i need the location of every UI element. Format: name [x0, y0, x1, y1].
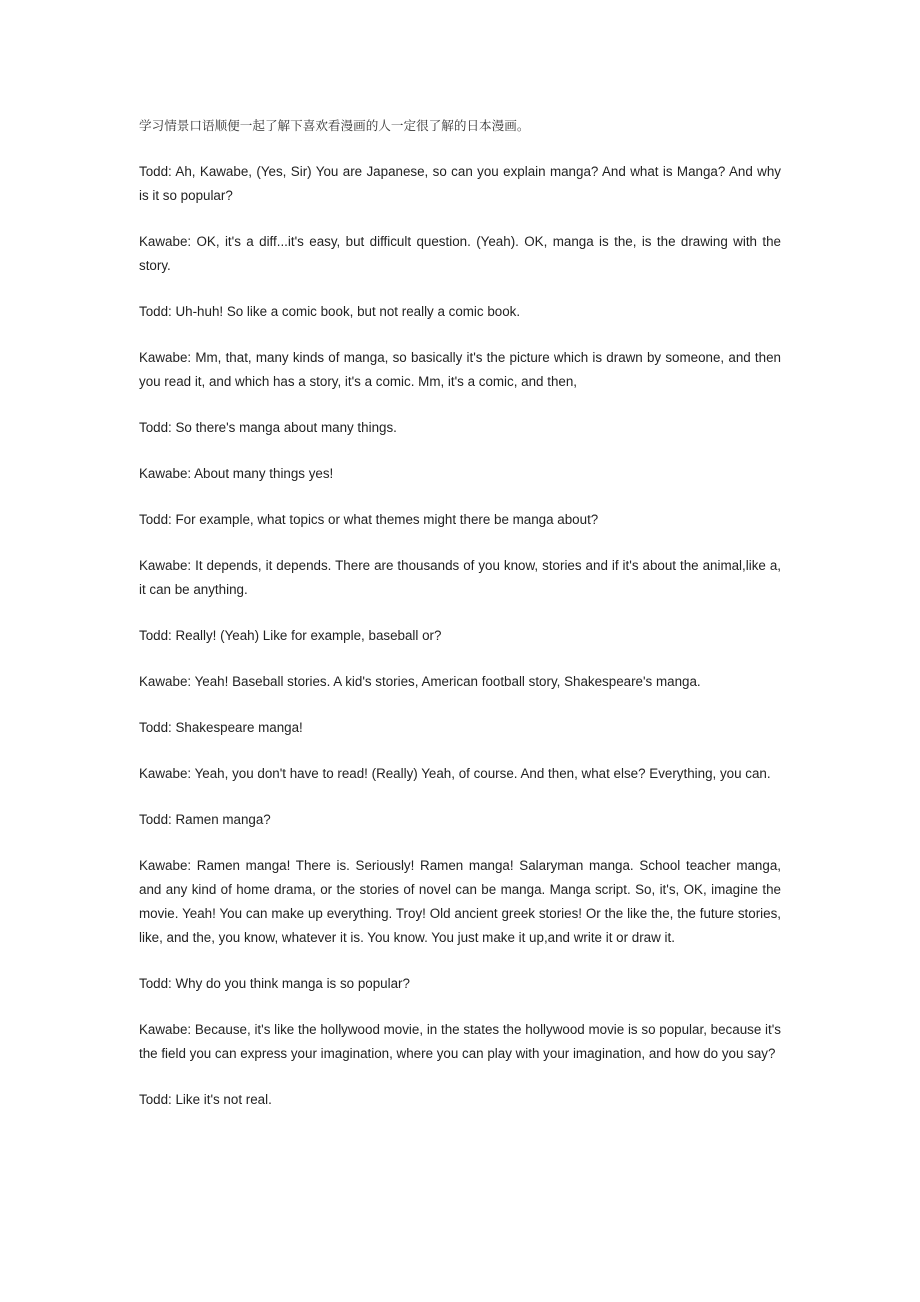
dialogue-line: Todd: Uh-huh! So like a comic book, but not really a comic book.	[139, 304, 521, 319]
dialogue-line: Kawabe: Mm, that, many kinds of manga, so basically it's the picture which is drawn by someone, and then you read it, and which has a story, it's a comic. Mm, it's a comic, and then,	[139, 350, 781, 389]
dialogue-line: Kawabe: It depends, it depends. There are thousands of you know, stories and if it's about the animal,like a, it can be anything.	[139, 558, 781, 597]
dialogue-line: Todd: For example, what topics or what themes might there be manga about?	[139, 512, 599, 527]
dialogue-line: Kawabe: OK, it's a diff...it's easy, but difficult question. (Yeah). OK, manga is the, is the drawing with the story.	[139, 234, 781, 273]
intro-paragraph: 学习情景口语顺便一起了解下喜欢看漫画的人一定很了解的日本漫画。	[139, 118, 530, 133]
dialogue-line: Kawabe: Yeah, you don't have to read! (Really) Yeah, of course. And then, what else? Everything, you can.	[139, 766, 771, 781]
dialogue-line: Todd: Why do you think manga is so popular?	[139, 976, 410, 991]
dialogue-line: Todd: Ramen manga?	[139, 812, 271, 827]
dialogue-line: Todd: Ah, Kawabe, (Yes, Sir) You are Japanese, so can you explain manga? And what is Manga? And why is it so popular?	[139, 164, 781, 203]
dialogue-line: Todd: So there's manga about many things.	[139, 420, 397, 435]
dialogue-line: Todd: Shakespeare manga!	[139, 720, 303, 735]
dialogue-line: Todd: Really! (Yeah) Like for example, baseball or?	[139, 628, 442, 643]
dialogue-line: Kawabe: Yeah! Baseball stories. A kid's stories, American football story, Shakespeare's manga.	[139, 674, 701, 689]
document-body	[139, 114, 781, 1134]
dialogue-line: Kawabe: Ramen manga! There is. Seriously! Ramen manga! Salaryman manga. School teacher manga, and any kind of home drama, or the stories of novel can be manga. Manga script. So, it's, OK, imagine the movie. Yeah! You can make up everything. Troy! Old ancient greek stories! Or the like the, the future stories, like, and the, you know, whatever it is. You know. You just make it up,and write it or draw it.	[139, 858, 781, 945]
dialogue-line: Todd: Like it's not real.	[139, 1092, 272, 1107]
dialogue-line: Kawabe: Because, it's like the hollywood movie, in the states the hollywood movie is so popular, because it's the field you can express your imagination, where you can play with your imagination, and how do you say?	[139, 1022, 781, 1061]
dialogue-line: Kawabe: About many things yes!	[139, 466, 334, 481]
